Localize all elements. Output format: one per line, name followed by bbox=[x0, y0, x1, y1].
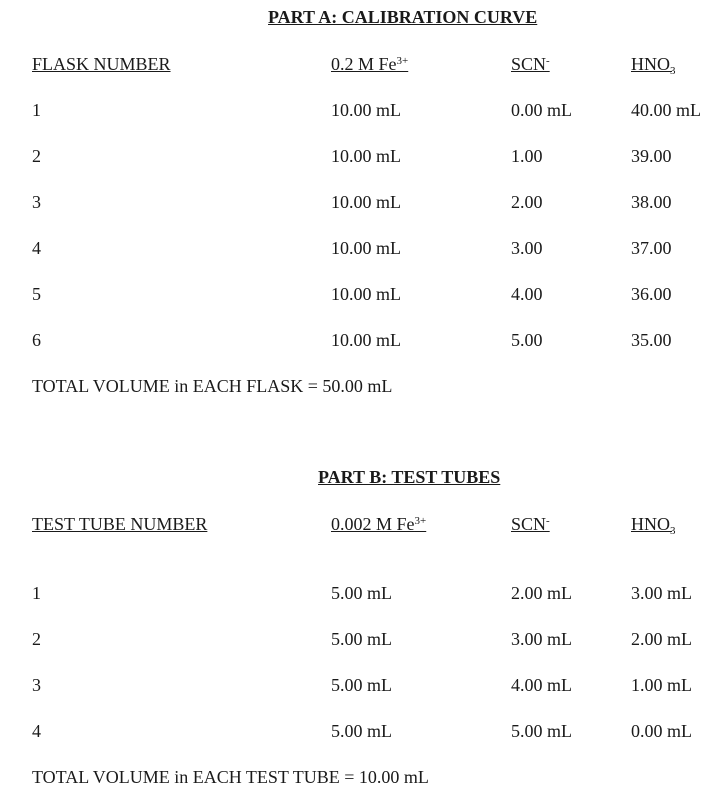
part-a-row-6-fe: 10.00 mL bbox=[331, 330, 401, 350]
header-hno-text: HNO bbox=[631, 514, 670, 534]
header-scn-text: SCN bbox=[511, 514, 547, 534]
header-scn-charge: - bbox=[546, 515, 550, 527]
part-a-header-fe bbox=[331, 54, 408, 74]
header-fe-text: 0.002 M Fe bbox=[331, 514, 415, 534]
part-a-row-5-scn: 4.00 bbox=[511, 284, 543, 304]
part-b-row-3-hno3: 1.00 mL bbox=[631, 675, 692, 695]
part-a-row-5-fe: 10.00 mL bbox=[331, 284, 401, 304]
part-a-row-6-number: 6 bbox=[32, 330, 41, 350]
part-b-row-3-number: 3 bbox=[32, 675, 41, 695]
part-b-row-4-number: 4 bbox=[32, 721, 41, 741]
part-b-row-4-hno3: 0.00 mL bbox=[631, 721, 692, 741]
part-a-row-3-number: 3 bbox=[32, 192, 41, 212]
header-scn-text: SCN bbox=[511, 54, 547, 74]
part-a-header-scn bbox=[511, 54, 550, 74]
part-b-row-4-scn: 5.00 mL bbox=[511, 721, 572, 741]
header-fe-text: 0.2 M Fe bbox=[331, 54, 397, 74]
part-a-row-2-number: 2 bbox=[32, 146, 41, 166]
part-b-row-1-fe: 5.00 mL bbox=[331, 583, 392, 603]
part-b-header-test-tube-number: TEST TUBE NUMBER bbox=[32, 514, 208, 534]
part-a-row-5-hno3: 36.00 bbox=[631, 284, 672, 304]
part-b-row-2-scn: 3.00 mL bbox=[511, 629, 572, 649]
part-b-title: PART B: TEST TUBES bbox=[318, 467, 501, 487]
part-b-header-hno3 bbox=[631, 514, 676, 537]
part-b-row-1-number: 1 bbox=[32, 583, 41, 603]
part-b-row-3-scn: 4.00 mL bbox=[511, 675, 572, 695]
part-b-total-volume: TOTAL VOLUME in EACH TEST TUBE = 10.00 mL bbox=[32, 767, 429, 787]
part-a-header-flask-number: FLASK NUMBER bbox=[32, 54, 171, 74]
header-fe-charge: 3+ bbox=[396, 55, 409, 67]
header-hno-text: HNO bbox=[631, 54, 670, 74]
part-a-header-hno3 bbox=[631, 54, 676, 77]
header-hno-subscript: 3 bbox=[670, 65, 676, 77]
part-a-row-1-scn: 0.00 mL bbox=[511, 100, 572, 120]
part-b-row-2-number: 2 bbox=[32, 629, 41, 649]
part-a-title: PART A: CALIBRATION CURVE bbox=[268, 7, 538, 27]
part-b-row-1-scn: 2.00 mL bbox=[511, 583, 572, 603]
part-a-row-4-scn: 3.00 bbox=[511, 238, 543, 258]
part-b-header-scn bbox=[511, 514, 550, 534]
part-a-row-5-number: 5 bbox=[32, 284, 41, 304]
part-a-row-3-fe: 10.00 mL bbox=[331, 192, 401, 212]
part-a-row-4-hno3: 37.00 bbox=[631, 238, 672, 258]
part-a-row-1-hno3: 40.00 mL bbox=[631, 100, 701, 120]
part-a-row-1-fe: 10.00 mL bbox=[331, 100, 401, 120]
part-a-row-3-hno3: 38.00 bbox=[631, 192, 672, 212]
header-hno-subscript: 3 bbox=[670, 525, 676, 537]
part-b-row-4-fe: 5.00 mL bbox=[331, 721, 392, 741]
part-a-row-1-number: 1 bbox=[32, 100, 41, 120]
header-fe-charge: 3+ bbox=[414, 515, 427, 527]
part-b-row-3-fe: 5.00 mL bbox=[331, 675, 392, 695]
part-a-row-4-number: 4 bbox=[32, 238, 41, 258]
part-a-row-6-hno3: 35.00 bbox=[631, 330, 672, 350]
part-a-row-6-scn: 5.00 bbox=[511, 330, 543, 350]
part-b-row-1-hno3: 3.00 mL bbox=[631, 583, 692, 603]
part-b-row-2-fe: 5.00 mL bbox=[331, 629, 392, 649]
part-a-row-2-hno3: 39.00 bbox=[631, 146, 672, 166]
part-a-row-2-scn: 1.00 bbox=[511, 146, 543, 166]
part-a-total-volume: TOTAL VOLUME in EACH FLASK = 50.00 mL bbox=[32, 376, 393, 396]
header-scn-charge: - bbox=[546, 55, 550, 67]
part-a-row-4-fe: 10.00 mL bbox=[331, 238, 401, 258]
part-a-row-2-fe: 10.00 mL bbox=[331, 146, 401, 166]
part-b-header-fe bbox=[331, 514, 426, 534]
part-a-row-3-scn: 2.00 bbox=[511, 192, 543, 212]
part-b-row-2-hno3: 2.00 mL bbox=[631, 629, 692, 649]
